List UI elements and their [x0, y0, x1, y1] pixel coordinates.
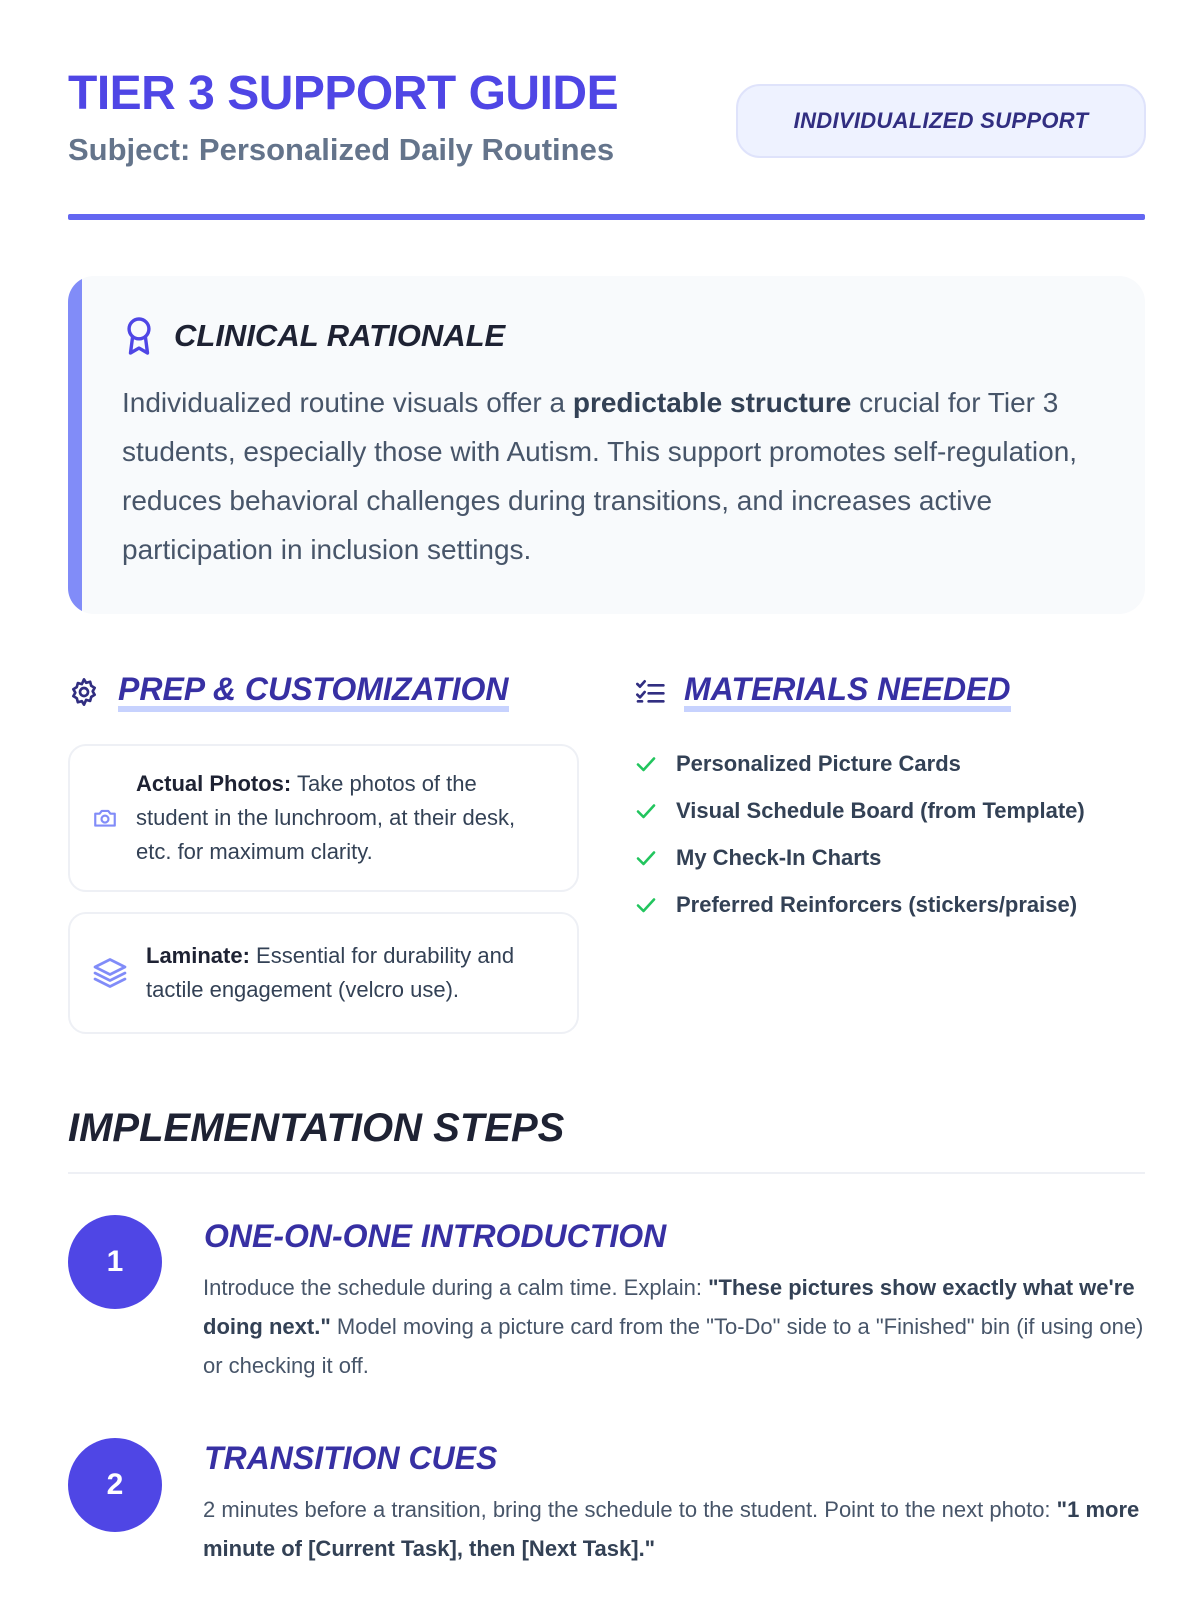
implementation-divider: [68, 1172, 1145, 1174]
layers-icon: [92, 955, 128, 991]
prep-card-photos-label: Actual Photos:: [136, 771, 292, 796]
step-description: [203, 1490, 1148, 1568]
list-item: [634, 740, 1085, 787]
step-text-quote: "These pictures show exactly what we're doing next.": [203, 1275, 1135, 1339]
header-divider: [68, 214, 1145, 220]
rationale-text-emphasis: predictable structure: [572, 387, 852, 418]
prep-card-photos-text: [136, 767, 577, 869]
check-icon: [634, 846, 658, 870]
step-text-intro: Introduce the schedule during a calm time. Explain:: [203, 1275, 709, 1300]
page-title: TIER 3 SUPPORT GUIDE: [68, 67, 619, 120]
prep-card-photos: [68, 744, 579, 892]
rationale-text-intro: Individualized routine visuals offer a: [122, 387, 573, 418]
implementation-title: IMPLEMENTATION STEPS: [68, 1106, 565, 1150]
step-number-badge: 2: [68, 1438, 162, 1532]
support-level-badge: INDIVIDUALIZED SUPPORT: [736, 84, 1146, 158]
rationale-title: CLINICAL RATIONALE: [174, 318, 506, 353]
step-title: ONE-ON-ONE INTRODUCTION: [204, 1218, 667, 1254]
step-description: [203, 1268, 1148, 1385]
award-ribbon-icon: [122, 316, 156, 356]
step-text-intro: 2 minutes before a transition, bring the schedule to the student. Point to the next photo:: [203, 1497, 1057, 1522]
list-item: [634, 834, 1085, 881]
rationale-heading: [122, 316, 505, 356]
clinical-rationale-panel: [68, 276, 1145, 614]
materials-title: MATERIALS NEEDED: [684, 672, 1011, 712]
check-icon: [634, 893, 658, 917]
rationale-text-rest: crucial for Tier 3 students, especially those with Autism. This support promotes self-regulation, reduces behavioral challenges during transitions, and increases active participation in inclusion settings.: [122, 387, 1078, 565]
check-icon: [634, 752, 658, 776]
rationale-text: [122, 378, 1082, 574]
step-text-quote: "1 more minute of [Current Task], then [Next Task].": [203, 1497, 1140, 1561]
prep-card-laminate: [68, 912, 579, 1034]
prep-card-photos-desc: Take photos of the student in the lunchroom, at their desk, etc. for maximum clarity.: [136, 771, 516, 864]
materials-heading: [634, 672, 1011, 712]
prep-heading: [68, 672, 509, 712]
checklist-icon: [634, 676, 666, 708]
prep-card-laminate-label: Laminate:: [146, 943, 250, 968]
list-item: [634, 787, 1085, 834]
list-item: [634, 881, 1085, 928]
gear-icon: [68, 676, 100, 708]
material-label: Visual Schedule Board (from Template): [676, 797, 1085, 823]
step-number-badge: 1: [68, 1215, 162, 1309]
page-subtitle: Subject: Personalized Daily Routines: [68, 132, 615, 167]
step-title: TRANSITION CUES: [204, 1440, 498, 1476]
material-label: My Check-In Charts: [676, 844, 882, 870]
check-icon: [634, 799, 658, 823]
camera-icon: [92, 805, 118, 831]
materials-list: [634, 740, 1085, 928]
rationale-accent-bar: [68, 276, 82, 614]
step-text-rest: Model moving a picture card from the "To-Do" side to a "Finished" bin (if using one) or checking it off.: [203, 1314, 1144, 1378]
prep-title: PREP & CUSTOMIZATION: [118, 672, 509, 712]
page-header: [68, 66, 1145, 226]
material-label: Preferred Reinforcers (stickers/praise): [676, 891, 1078, 917]
prep-card-laminate-desc: Essential for durability and tactile engagement (velcro use).: [146, 943, 515, 1002]
material-label: Personalized Picture Cards: [676, 750, 961, 776]
prep-card-laminate-text: [146, 939, 577, 1007]
